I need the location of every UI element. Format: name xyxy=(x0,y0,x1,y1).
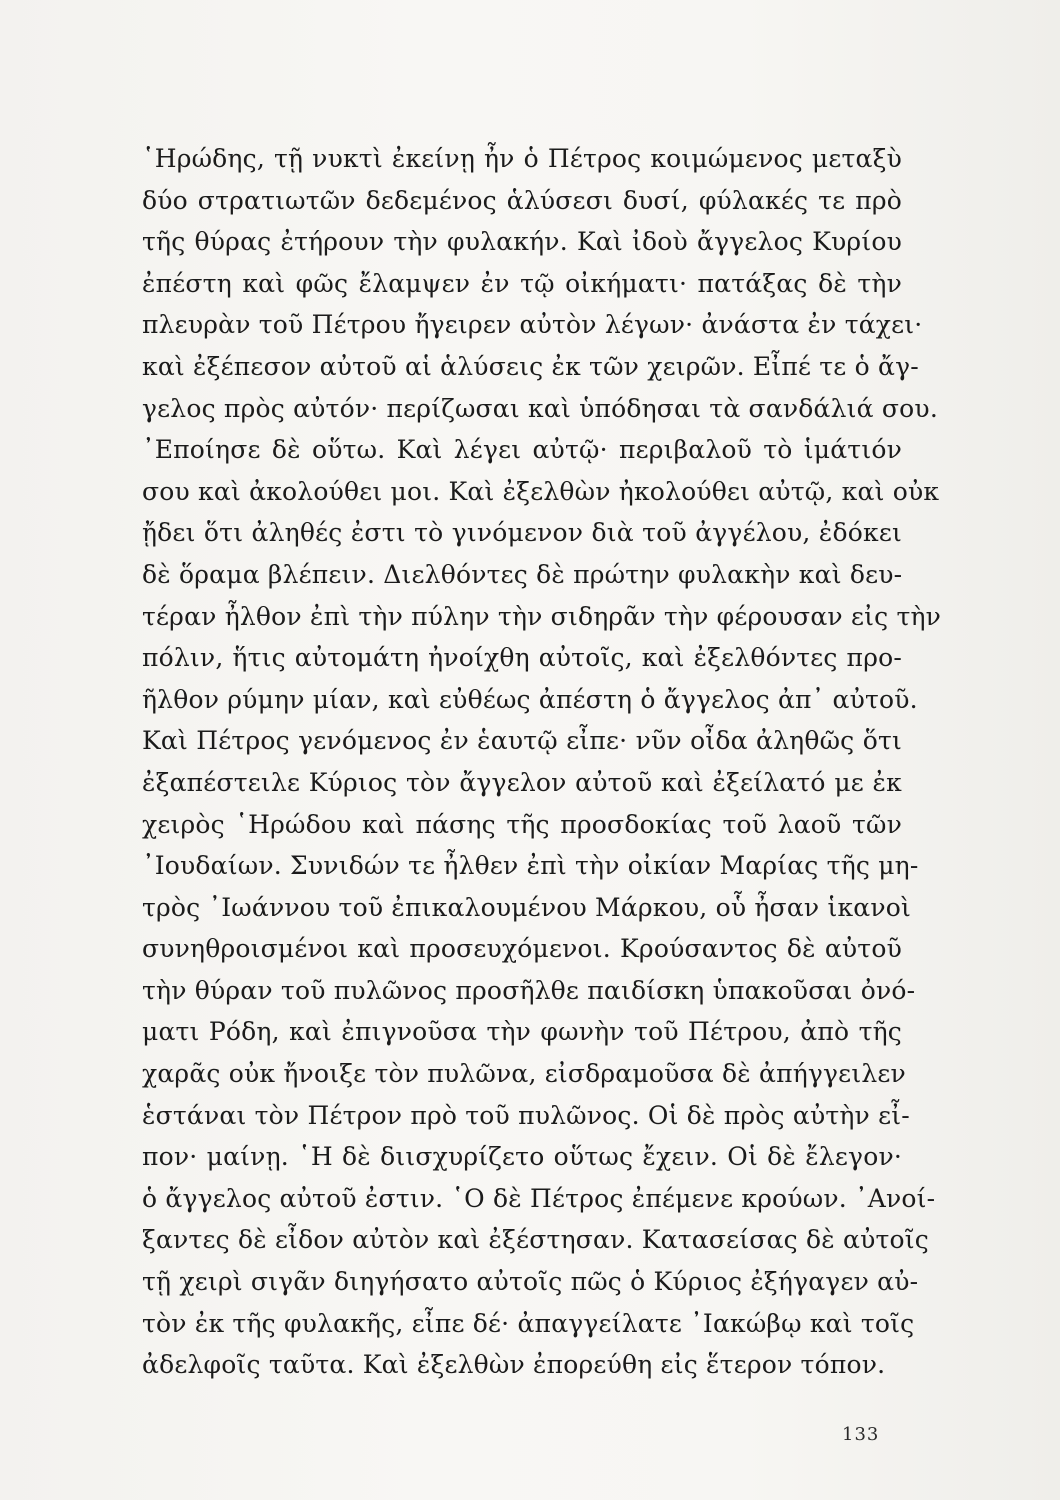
text-line: ξαντες δὲ εἶδον αὐτὸν καὶ ἐξέστησαν. Κατασείσας δὲ αὐτοῖς xyxy=(142,1225,929,1255)
text-line: ἐπέστη καὶ φῶς ἔλαμψεν ἐν τῷ οἰκήματι· πατάξας δὲ τὴν xyxy=(142,268,902,298)
body-text xyxy=(142,138,942,1386)
text-line: πον· μαίνῃ. ῾Η δὲ διισχυρίζετο οὕτως ἔχειν. Οἱ δὲ ἔλεγον· xyxy=(142,1142,902,1172)
text-line: ματι Ρόδη, καὶ ἐπιγνοῦσα τὴν φωνὴν τοῦ Πέτρου, ἀπὸ τῆς xyxy=(142,1017,902,1047)
text-line: ᾿Εποίησε δὲ οὕτω. Καὶ λέγει αὐτῷ· περιβαλοῦ τὸ ἱμάτιόν xyxy=(142,435,902,465)
text-line: πόλιν, ἥτις αὐτομάτη ἠνοίχθη αὐτοῖς, καὶ ἐξελθόντες προ- xyxy=(142,643,902,673)
text-line: σου καὶ ἀκολούθει μοι. Καὶ ἐξελθὼν ἠκολούθει αὐτῷ, καὶ οὐκ xyxy=(142,476,940,506)
text-line: δύο στρατιωτῶν δεδεμένος ἁλύσεσι δυσί, φύλακές τε πρὸ xyxy=(142,185,902,215)
text-line: καὶ ἐξέπεσον αὐτοῦ αἱ ἁλύσεις ἐκ τῶν χειρῶν. Εἶπέ τε ὁ ἄγ- xyxy=(142,351,919,381)
text-line: ἐξαπέστειλε Κύριος τὸν ἄγγελον αὐτοῦ καὶ ἐξείλατό με ἐκ xyxy=(142,767,902,797)
text-line: Καὶ Πέτρος γενόμενος ἐν ἑαυτῷ εἶπε· νῦν οἶδα ἀληθῶς ὅτι xyxy=(142,726,902,756)
text-line: τέραν ἦλθον ἐπὶ τὴν πύλην τὴν σιδηρᾶν τὴν φέρουσαν εἰς τὴν xyxy=(142,601,942,631)
text-line: ῆλθον ρύμην μίαν, καὶ εὐθέως ἀπέστη ὁ ἄγγελος ἀπ᾿ αὐτοῦ. xyxy=(142,684,918,714)
text-line: τῆς θύρας ἐτήρουν τὴν φυλακήν. Καὶ ἰδοὺ ἄγγελος Κυρίου xyxy=(142,227,902,257)
text-line: τὸν ἐκ τῆς φυλακῆς, εἶπε δέ· ἀπαγγείλατε ᾿Ιακώβῳ καὶ τοῖς xyxy=(142,1308,915,1338)
text-line: πλευρὰν τοῦ Πέτρου ἤγειρεν αὐτὸν λέγων· ἀνάστα ἐν τάχει· xyxy=(142,310,923,340)
text-line: ἑστάναι τὸν Πέτρον πρὸ τοῦ πυλῶνος. Οἱ δὲ πρὸς αὐτὴν εἶ- xyxy=(142,1100,910,1130)
text-line: ᾔδει ὅτι ἀληθές ἐστι τὸ γινόμενον διὰ τοῦ ἀγγέλου, ἐδόκει xyxy=(142,518,902,548)
text-line: δὲ ὅραμα βλέπειν. Διελθόντες δὲ πρώτην φυλακὴν καὶ δευ- xyxy=(142,559,903,589)
text-line: τρὸς ᾿Ιωάννου τοῦ ἐπικαλουμένου Μάρκου, οὗ ἦσαν ἱκανοὶ xyxy=(142,892,912,922)
text-line: ὁ ἄγγελος αὐτοῦ ἐστιν. ῾Ο δὲ Πέτρος ἐπέμενε κρούων. ᾿Ανοί- xyxy=(142,1183,936,1213)
text-line: χειρὸς ῾Ηρώδου καὶ πάσης τῆς προσδοκίας τοῦ λαοῦ τῶν xyxy=(142,809,902,839)
text-line: ᾿Ιουδαίων. Συνιδών τε ἦλθεν ἐπὶ τὴν οἰκίαν Μαρίας τῆς μη- xyxy=(142,851,919,881)
page-number: 133 xyxy=(842,1424,880,1445)
text-line: γελος πρὸς αὐτόν· περίζωσαι καὶ ὑπόδησαι τὰ σανδάλιά σου. xyxy=(142,393,938,423)
text-line: τῇ χειρὶ σιγᾶν διηγήσατο αὐτοῖς πῶς ὁ Κύριος ἐξήγαγεν αὐ- xyxy=(142,1267,919,1297)
text-line: ῾Ηρώδης, τῇ νυκτὶ ἐκείνῃ ἦν ὁ Πέτρος κοιμώμενος μεταξὺ xyxy=(142,144,902,173)
text-line: ἀδελφοῖς ταῦτα. Καὶ ἐξελθὼν ἐπορεύθη εἰς ἕτερον τόπον. xyxy=(142,1350,886,1380)
text-line: τὴν θύραν τοῦ πυλῶνος προσῆλθε παιδίσκη ὑπακοῦσαι ὀνό- xyxy=(142,975,916,1005)
text-line: συνηθροισμένοι καὶ προσευχόμενοι. Κρούσαντος δὲ αὐτοῦ xyxy=(142,934,902,964)
text-line: χαρᾶς οὐκ ἤνοιξε τὸν πυλῶνα, εἰσδραμοῦσα δὲ ἀπήγγειλεν xyxy=(142,1059,906,1089)
